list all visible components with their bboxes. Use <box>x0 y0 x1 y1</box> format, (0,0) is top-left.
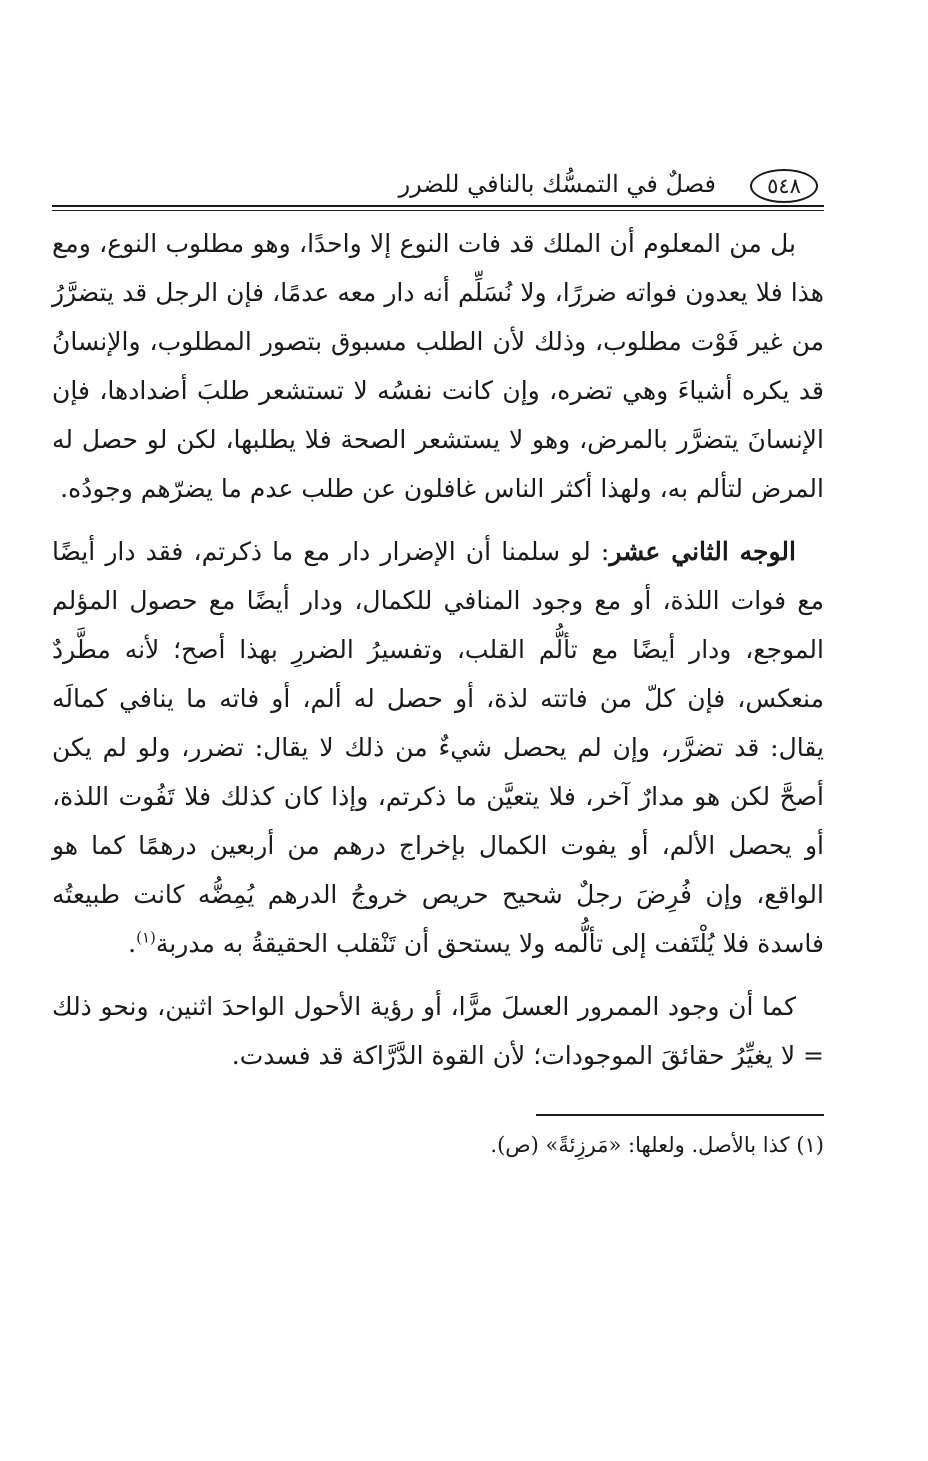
footnote-marker: (١) <box>796 1133 824 1157</box>
section-heading: الوجه الثاني عشر <box>609 537 796 566</box>
footnote-text: كذا بالأصل. ولعلها: «مَرزِئةً» (ص). <box>490 1133 790 1157</box>
header-rule-thin <box>52 210 824 211</box>
book-page <box>52 165 824 1160</box>
page-header <box>52 165 824 209</box>
footnote <box>52 1130 824 1160</box>
paragraph-3 <box>52 982 824 1080</box>
header-rule-thick <box>52 205 824 207</box>
paragraph-2 <box>52 527 824 968</box>
footnote-reference[interactable]: (١) <box>136 928 156 947</box>
footnote-separator <box>536 1114 824 1116</box>
paragraph-2-text: : لو سلمنا أن الإضرار دار مع ما ذكرتم، فقد دار أيضًا مع فوات اللذة، أو مع وجود المنافي للكمال، ودار أيضًا مع حصول المؤلم الموجع، ودار أيضًا مع تألُّم القلب، وتفسيرُ الضررِ بهذا أصح؛ لأنه مطَّردٌ منعكس، فإن كلّ من فاتته لذة، أو حصل له ألم، أو فاته ما ينافي كمالَه يقال: قد تضرَّر، وإن لم يحصل شيءٌ من ذلك لا يقال: تضرر، ولو لم يكن أصحَّ لكن هو مدارٌ آخر، فلا يتعيَّن ما ذكرتم، وإذا كان كذلك فلا تَفُوت اللذة، أو يحصل الألم، أو يفوت الكمال بإخراج درهم من أربعين درهمًا كما هو الواقع، وإن فُرِضَ رجلٌ شحيح حريص خروجُ الدرهم يُمِضُّه كانت طبيعتُه فاسدة فلا يُلْتَفت إلى تألُّمه ولا يستحق أن تَنْقلب الحقيقةُ به مدربة <box>52 537 824 958</box>
paragraph-1 <box>52 219 824 513</box>
paragraph-3-text: كما أن وجود الممرور العسلَ مرًّا، أو رؤية الأحول الواحدَ اثنين، ونحو ذلك = لا يغيِّرُ حقائقَ الموجودات؛ لأن القوة الدَّرَّاكة قد فسدت. <box>52 992 824 1070</box>
page-number: ٥٤٨ <box>767 173 801 198</box>
paragraph-1-text: بل من المعلوم أن الملك قد فات النوع إلا واحدًا، وهو مطلوب النوع، ومع هذا فلا يعدون فواته ضررًا، ولا نُسَلِّم أنه دار معه عدمًا، فإن الرجل قد يتضرَّرُ من غير فَوْت مطلوب، وذلك لأن الطلب مسبوق بتصور المطلوب، والإنسانُ قد يكره أشياءَ وهي تضره، وإن كانت نفسُه لا تستشعر طلبَ أضدادها، فإن الإنسانَ يتضرَّر بالمرض، وهو لا يستشعر الصحة فلا يطلبها، لكن لو حصل له المرض لتألم به، ولهذا أكثر الناس غافلون عن طلب عدم ما يضرّهم وجودُه. <box>52 229 824 503</box>
body-text <box>52 219 824 1080</box>
running-title: فصلٌ في التمسُّك بالنافي للضرر <box>398 170 716 198</box>
page-number-badge <box>750 169 818 203</box>
paragraph-2-end: . <box>128 929 137 958</box>
